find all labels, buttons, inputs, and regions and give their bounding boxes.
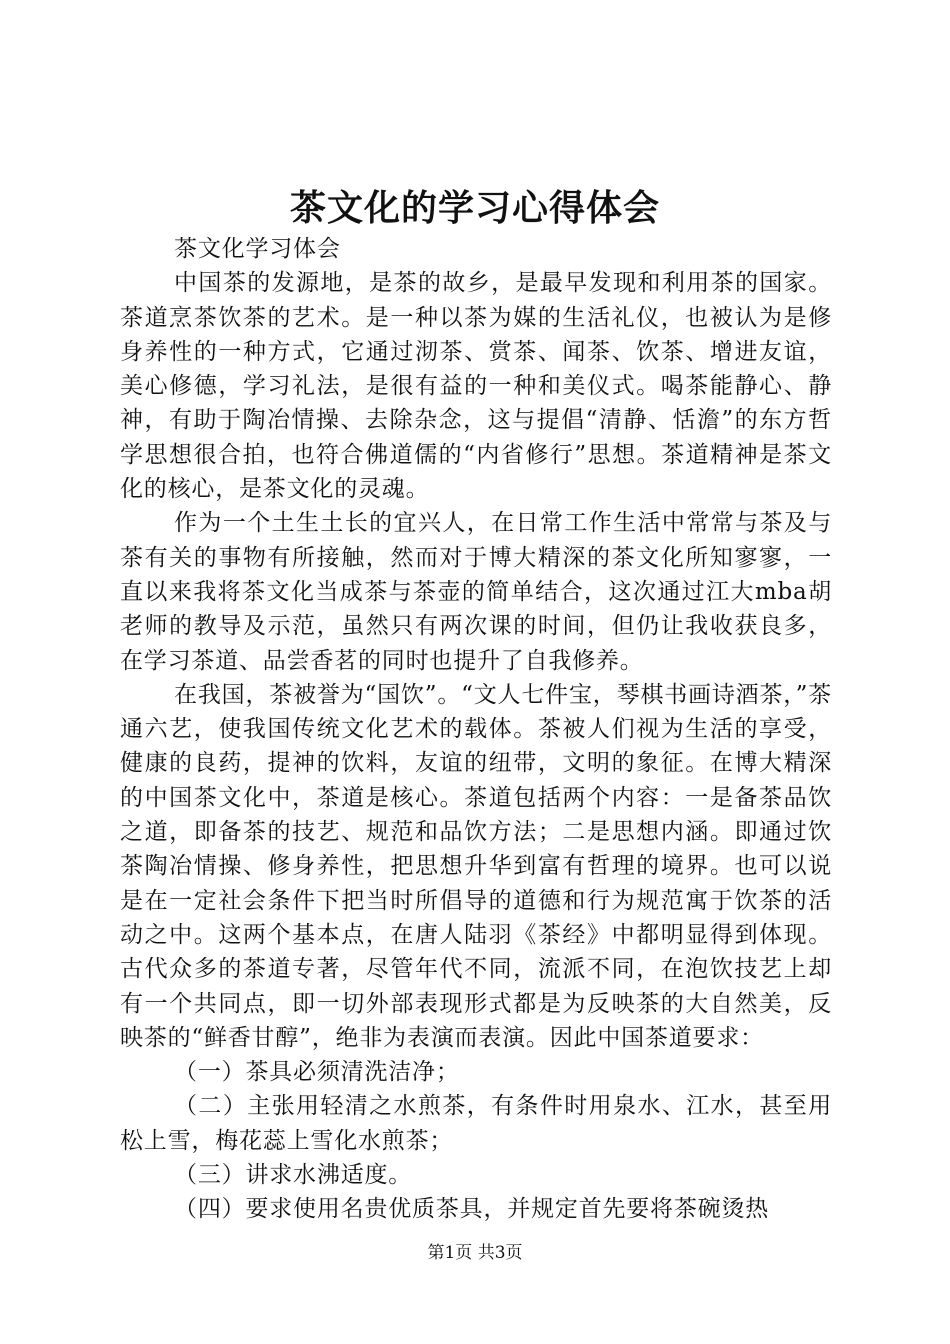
page-footer: 第1页 共3页: [427, 1243, 523, 1263]
list-item: （三）讲求水沸适度。: [174, 1162, 413, 1189]
subtitle-paragraph: 茶文化学习体会: [174, 236, 341, 262]
body-paragraph: 中国茶的发源地，是茶的故乡，是最早发现和利用茶的国家。茶道烹茶饮茶的艺术。是一种以茶为媒的生活礼仪，也被认为是修身养性的一种方式，它通过沏茶、赏茶、闻茶、饮茶、增进友谊，美心修德，学习礼法，是很有益的一种和美仪式。喝茶能静心、静神，有助于陶冶情操、去除杂念，这与提倡“清静、恬澹”的东方哲学思想很合拍，也符合佛道儒的“内省修行”思想。茶道精神是茶文化的核心，是茶文化的灵魂。: [120, 270, 832, 503]
list-item: （二）主张用轻清之水煎茶，有条件时用泉水、江水，甚至用松上雪，梅花蕊上雪化水煎茶；: [120, 1093, 832, 1154]
list-item: （四）要求使用名贵优质茶具，并规定首先要将茶碗烫热: [174, 1196, 770, 1223]
body-paragraph: 在我国，茶被誉为“国饮”。“文人七件宝，琴棋书画诗酒茶，”茶通六艺，使我国传统文化艺术的载体。茶被人们视为生活的享受，健康的良药，提神的饮料，友谊的纽带，文明的象征。在博大精深的中国茶文化中，茶道是核心。茶道包括两个内容：一是备茶品饮之道，即备茶的技艺、规范和品饮方法；二是思想内涵。即通过饮茶陶冶情操、修身养性，把思想升华到富有哲理的境界。也可以说是在一定社会条件下把当时所倡导的道德和行为规范寓于饮茶的活动之中。这两个基本点，在唐人陆羽《茶经》中都明显得到体现。古代众多的茶道专著，尽管年代不同，流派不同，在泡饮技艺上却有一个共同点，即一切外部表现形式都是为反映茶的大自然美，反映茶的“鲜香甘醇”，绝非为表演而表演。因此中国茶道要求：: [120, 681, 832, 1051]
page-title: 茶文化的学习心得体会: [289, 187, 660, 229]
body-paragraph: 作为一个土生土长的宜兴人，在日常工作生活中常常与茶及与茶有关的事物有所接触，然而对于博大精深的茶文化所知寥寥，一直以来我将茶文化当成茶与茶壶的简单结合，这次通过江大mba胡老师的教导及示范，虽然只有两次课的时间，但仍让我收获良多，在学习茶道、品尝香茗的同时也提升了自我修养。: [120, 510, 832, 674]
document-body: [120, 232, 832, 1227]
list-item: （一）茶具必须清洗洁净；: [174, 1059, 460, 1086]
